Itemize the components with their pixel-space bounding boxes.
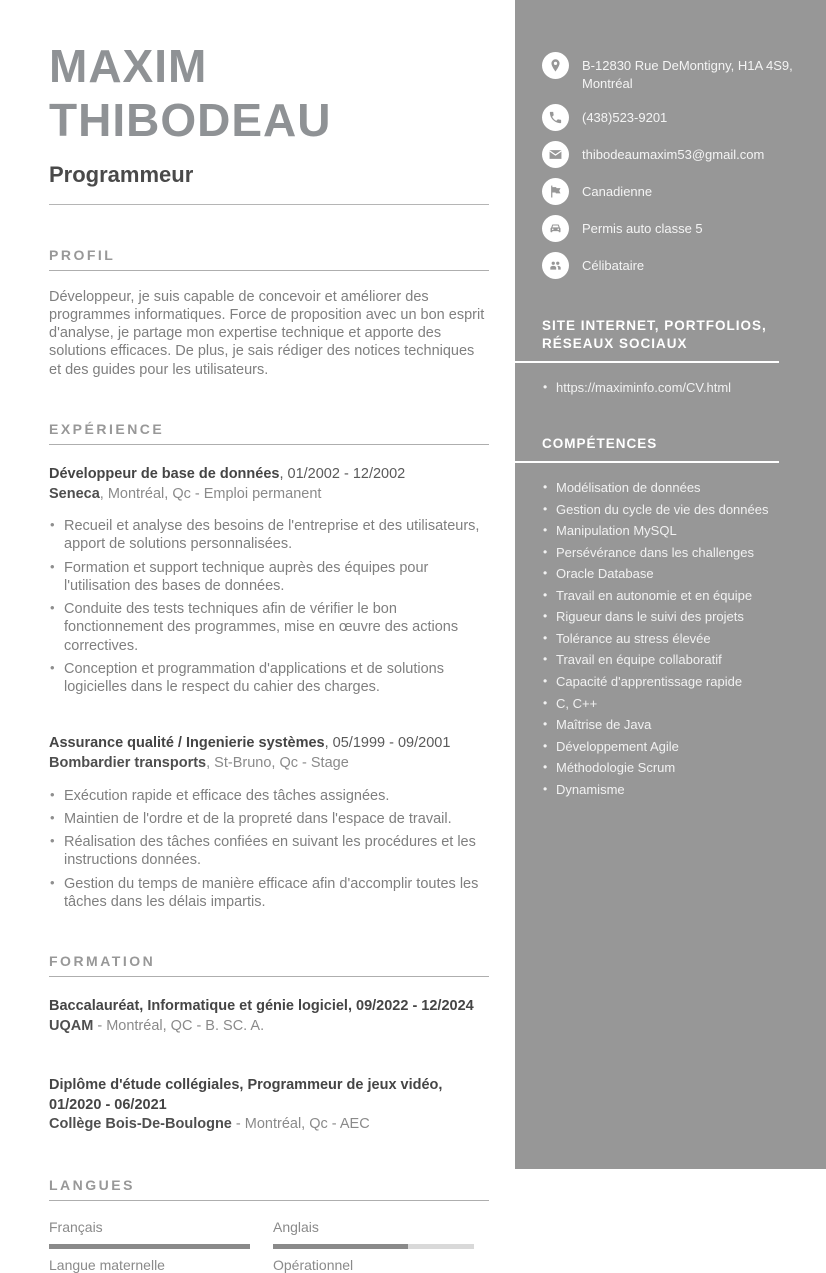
skill-item: • C, C++ — [542, 695, 802, 713]
language-level-label: Opérationnel — [273, 1257, 354, 1273]
job-dates: , 05/1999 - 09/2001 — [324, 735, 451, 752]
skill-item: • Persévérance dans les challenges — [542, 544, 802, 562]
location-icon — [542, 52, 569, 79]
job-title-line — [49, 465, 489, 485]
education-school-line — [49, 1115, 489, 1135]
job-role: Assurance qualité / Ingenierie systèmes — [49, 735, 325, 752]
bullet-item: • Gestion du temps de manière efficace afin d'accomplir toutes les tâches dans les délais impartis. — [49, 875, 489, 912]
languages-list — [49, 1219, 489, 1273]
bullet-item: • Conception et programmation d'applications et de solutions logicielles dans le respect du cahier des charges. — [49, 660, 489, 697]
job-entry — [49, 734, 489, 911]
language-name: Anglais — [273, 1219, 319, 1235]
language-level-bar — [49, 1244, 250, 1249]
profile-heading: PROFIL — [49, 247, 489, 271]
sidebar — [515, 0, 826, 1169]
language-name: Français — [49, 1219, 103, 1235]
education-meta: - Montréal, Qc - AEC — [231, 1116, 370, 1133]
job-company-line — [49, 485, 489, 505]
skill-item: • Dynamisme — [542, 781, 802, 799]
bullet-item: • Formation et support technique auprès des équipes pour l'utilisation des bases de données. — [49, 559, 489, 596]
links-section — [542, 317, 802, 397]
skill-item: • Capacité d'apprentissage rapide — [542, 673, 802, 691]
skill-item: • Modélisation de données — [542, 479, 802, 497]
skill-item: • Maîtrise de Java — [542, 716, 802, 734]
language-level-fill — [49, 1244, 250, 1249]
skill-item: • Manipulation MySQL — [542, 522, 802, 540]
header-divider — [49, 204, 489, 205]
skills-list — [542, 479, 802, 798]
job-entry — [49, 465, 489, 697]
skill-item: • Rigueur dans le suivi des projets — [542, 608, 802, 626]
family-icon — [542, 252, 569, 279]
language-level-bar — [273, 1244, 474, 1249]
bullet-item: • Réalisation des tâches confiées en suivant les procédures et les instructions données. — [49, 833, 489, 870]
contact-item — [542, 141, 802, 168]
education-degree: Baccalauréat, Informatique et génie logiciel, 09/2022 - 12/2024 — [49, 998, 474, 1015]
contact-text: B-12830 Rue DeMontigny, H1A 4S9, Montréal — [582, 58, 793, 92]
job-bullets — [49, 517, 489, 696]
profile-section — [49, 247, 489, 379]
skill-item: • Tolérance au stress élevée — [542, 630, 802, 648]
phone-icon — [542, 104, 569, 131]
contact-item — [542, 252, 802, 279]
skills-section — [542, 435, 802, 798]
website-link[interactable]: • https://maximinfo.com/CV.html — [542, 379, 802, 397]
education-school-line — [49, 1017, 489, 1037]
contact-item — [542, 178, 802, 205]
job-meta: , Montréal, Qc - Emploi permanent — [99, 485, 322, 502]
contact-list — [542, 52, 802, 279]
profile-text: Développeur, je suis capable de concevoir et améliorer des programmes informatiques. Force de proposition avec un bon esprit d'analyse, je partage mon expertise technique et apporte des solutions efficaces. De plus, je sais rédiger des notices techniques et des guides pour les utilisateurs. — [49, 288, 485, 378]
bullet-item: • Exécution rapide et efficace des tâches assignées. — [49, 787, 489, 805]
bullet-item: • Maintien de l'ordre et de la propreté dans l'espace de travail. — [49, 810, 489, 828]
job-title-line — [49, 734, 489, 754]
contact-text: Canadienne — [582, 183, 653, 199]
contact-item — [542, 215, 802, 242]
contact-text: thibodeaumaxim53@gmail.com — [582, 146, 765, 162]
contact-text: (438)523-9201 — [582, 109, 668, 125]
education-list — [49, 997, 489, 1135]
job-company: Seneca — [49, 485, 100, 502]
links-list — [542, 379, 802, 397]
job-company: Bombardier transports — [49, 755, 207, 772]
languages-heading: LANGUES — [49, 1177, 489, 1201]
education-school: Collège Bois-De-Boulogne — [49, 1116, 232, 1133]
skill-item: • Gestion du cycle de vie des données — [542, 501, 802, 519]
skill-item: • Oracle Database — [542, 565, 802, 583]
language-level-fill — [273, 1244, 408, 1249]
language-item — [273, 1219, 474, 1273]
job-meta: , St-Bruno, Qc - Stage — [206, 755, 349, 772]
education-heading: FORMATION — [49, 953, 489, 977]
bullet-item: • Recueil et analyse des besoins de l'entreprise et des utilisateurs, apport de solutions personnalisées. — [49, 517, 489, 554]
language-item — [49, 1219, 250, 1273]
job-bullets — [49, 787, 489, 912]
skill-item: • Travail en équipe collaboratif — [542, 651, 802, 669]
job-dates: , 01/2002 - 12/2002 — [279, 465, 406, 482]
job-role: Développeur de base de données — [49, 465, 280, 482]
skill-item: • Méthodologie Scrum — [542, 759, 802, 777]
person-job-title: Programmeur — [49, 161, 194, 187]
education-degree: Diplôme d'étude collégiales, Programmeur de jeux vidéo, 01/2020 - 06/2021 — [49, 1077, 443, 1113]
skill-item: • Travail en autonomie et en équipe — [542, 587, 802, 605]
education-section — [49, 953, 489, 1135]
language-level-label: Langue maternelle — [49, 1257, 165, 1273]
jobs-list — [49, 465, 489, 911]
skill-item: • Développement Agile — [542, 738, 802, 756]
education-entry — [49, 997, 489, 1036]
experience-section — [49, 421, 489, 911]
languages-section — [49, 1177, 489, 1273]
person-name: MAXIM THIBODEAU — [49, 40, 332, 146]
contact-item — [542, 104, 802, 131]
education-meta: - Montréal, QC - B. SC. A. — [93, 1017, 265, 1034]
flag-icon — [542, 178, 569, 205]
links-heading: SITE INTERNET, PORTFOLIOS, RÉSEAUX SOCIAUX — [515, 317, 779, 363]
skills-heading: COMPÉTENCES — [515, 435, 779, 463]
contact-text: Célibataire — [582, 257, 645, 273]
bullet-item: • Conduite des tests techniques afin de vérifier le bon fonctionnement des programmes, mise en œuvre des actions correctives. — [49, 600, 489, 655]
education-school: UQAM — [49, 1017, 94, 1034]
car-icon — [542, 215, 569, 242]
education-entry — [49, 1076, 489, 1135]
job-company-line — [49, 754, 489, 774]
email-icon — [542, 141, 569, 168]
experience-heading: EXPÉRIENCE — [49, 421, 489, 445]
contact-item — [542, 52, 802, 94]
contact-text: Permis auto classe 5 — [582, 220, 703, 236]
